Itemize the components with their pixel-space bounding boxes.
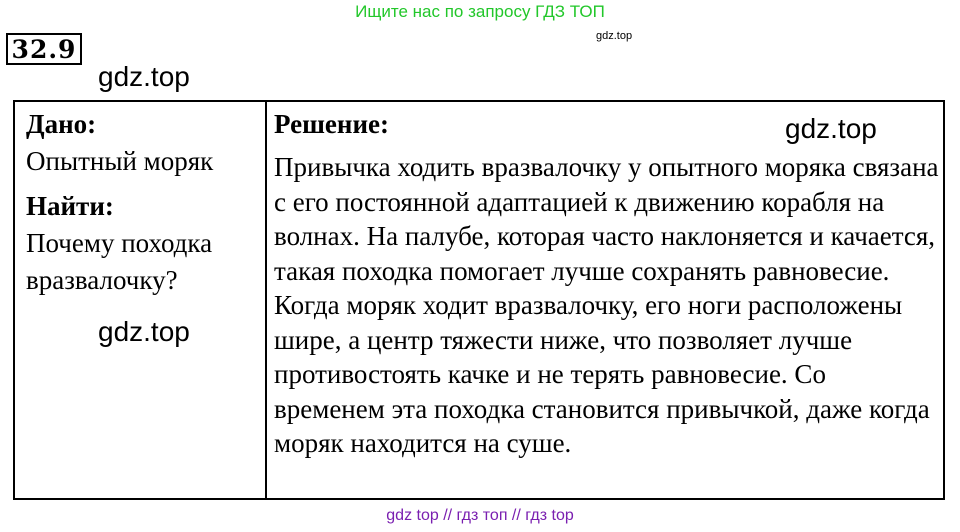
- given-column: [26, 106, 262, 299]
- solution-column: [274, 106, 942, 461]
- bottom-links[interactable]: gdz top // гдз топ // гдз top: [386, 507, 574, 524]
- find-heading: Найти:: [26, 191, 114, 221]
- watermark: gdz.top: [98, 316, 190, 347]
- find-value: Почему походка вразвалочку?: [26, 228, 213, 295]
- watermark: gdz.top: [98, 61, 190, 92]
- column-divider: [265, 102, 267, 498]
- watermark-small: gdz.top: [596, 30, 633, 42]
- solution-paragraph: Привычка ходить вразвалочку у опытного моряка связана с его постоянной адаптацией к движению корабля на волнах. На палубе, которая часто наклоняется и качается, такая походка помогает лучше сохранять равновесие.: [274, 152, 939, 286]
- watermark: gdz.top: [785, 113, 877, 144]
- solution-heading: Решение:: [274, 109, 389, 139]
- solution-table: [13, 100, 945, 500]
- given-value: Опытный моряк: [26, 146, 214, 176]
- problem-number-box: 32.9: [6, 33, 82, 65]
- given-heading: Дано:: [26, 109, 97, 139]
- top-banner: Ищите нас по запросу ГДЗ ТОП: [355, 2, 605, 21]
- solution-paragraph: Когда моряк ходит вразвалочку, его ноги расположены шире, а центр тяжести ниже, что позволяет лучше противостоять качке и не терять равновесие. Со временем эта походка становится привычкой, даже когда моряк находится на суше.: [274, 290, 930, 458]
